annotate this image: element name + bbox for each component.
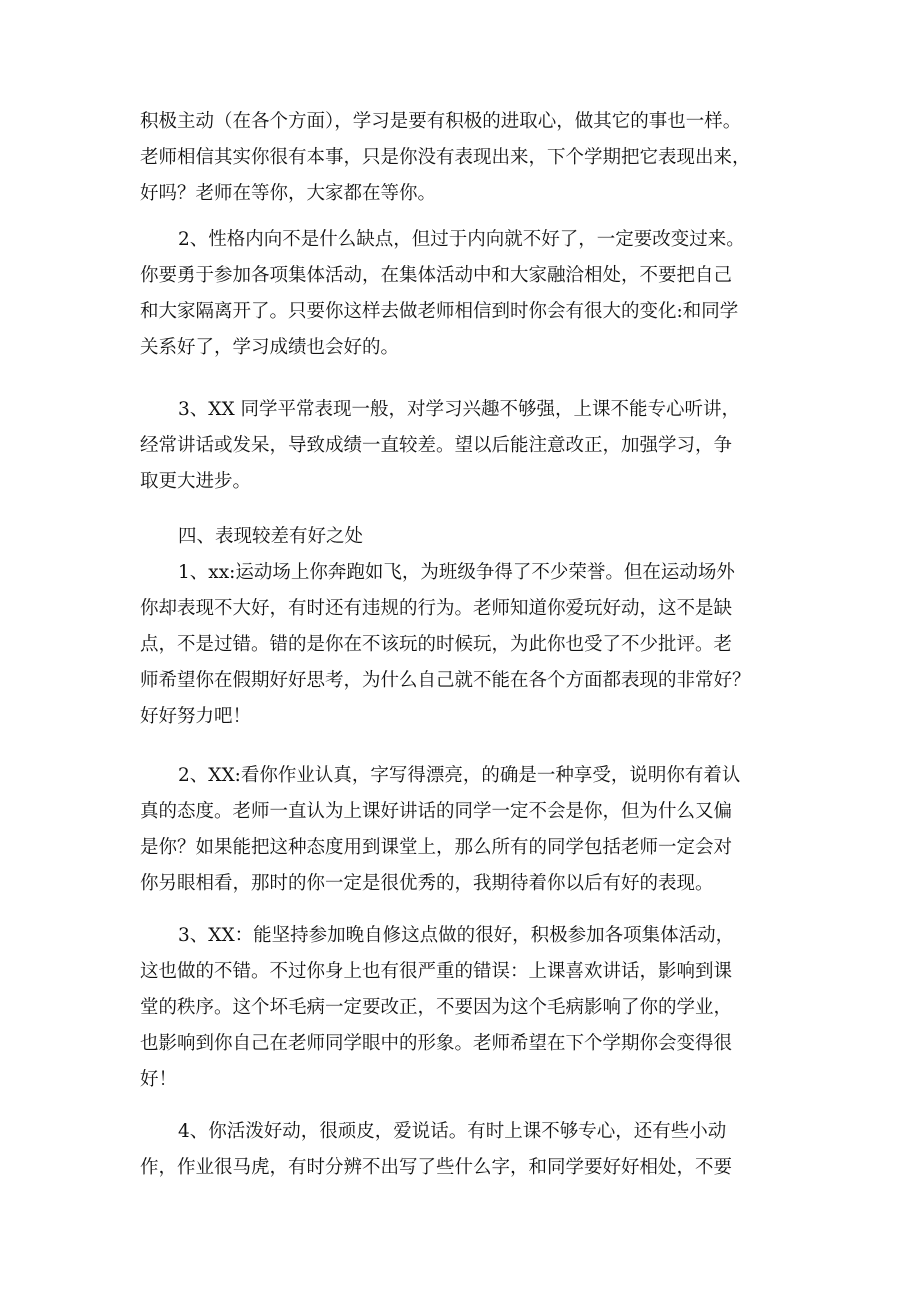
paragraph-line: 积极主动（在各个方面），学习是要有积极的进取心，做其它的事也一样。 [140, 111, 742, 132]
paragraph-line: 你要勇于参加各项集体活动，在集体活动中和大家融洽相处，不要把自己 [140, 265, 733, 286]
paragraph-line: 也影响到你自己在老师同学眼中的形象。老师希望在下个学期你会变得很 [140, 1033, 733, 1054]
paragraph-line: 堂的秩序。这个坏毛病一定要改正，不要因为这个毛病影响了你的学业， [140, 997, 733, 1018]
paragraph-line: 2、性格内向不是什么缺点，但过于内向就不好了，一定要改变过来。 [178, 229, 745, 250]
paragraph-line: 你却表现不大好，有时还有违规的行为。老师知道你爱玩好动，这不是缺 [140, 598, 733, 619]
paragraph-line: 真的态度。老师一直认为上课好讲话的同学一定不会是你，但为什么又偏 [140, 801, 733, 822]
paragraph-line: 和大家隔离开了。只要你这样去做老师相信到时你会有很大的变化:和同学 [140, 301, 739, 322]
paragraph-line: 点，不是过错。错的是你在不该玩的时候玩，为此你也受了不少批评。老 [140, 634, 733, 655]
paragraph-line: 3、XX 同学平常表现一般，对学习兴趣不够强，上课不能专心听讲， [178, 399, 740, 420]
paragraph-line: 3、XX：能坚持参加晚自修这点做的很好，积极参加各项集体活动， [178, 925, 735, 946]
paragraph-line: 师希望你在假期好好思考，为什么自己就不能在各个方面都表现的非常好？ [140, 670, 751, 691]
paragraph-line: 关系好了，学习成绩也会好的。 [140, 337, 400, 358]
paragraph-line: 经常讲话或发呆，导致成绩一直较差。望以后能注意改正，加强学习，争 [140, 435, 733, 456]
paragraph-line: 取更大进步。 [140, 471, 252, 492]
paragraph-line: 4、你活泼好动，很顽皮，爱说话。有时上课不够专心，还有些小动 [178, 1121, 727, 1142]
paragraph-line: 好好努力吧！ [140, 706, 252, 727]
paragraph-line: 这也做的不错。不过你身上也有很严重的错误：上课喜欢讲话，影响到课 [140, 961, 733, 982]
paragraph-line: 是你？如果能把这种态度用到课堂上，那么所有的同学包括老师一定会对 [140, 837, 733, 858]
paragraph-line: 你另眼相看，那时的你一定是很优秀的，我期待着你以后有好的表现。 [140, 873, 714, 894]
paragraph-line: 1、xx:运动场上你奔跑如飞，为班级争得了不少荣誉。但在运动场外 [178, 562, 735, 583]
paragraph-line: 好！ [140, 1069, 178, 1090]
paragraph-line: 好吗？老师在等你，大家都在等你。 [140, 183, 437, 204]
paragraph-line: 老师相信其实你很有本事，只是你没有表现出来，下个学期把它表现出来， [140, 147, 751, 168]
section-heading: 四、表现较差有好之处 [178, 526, 364, 547]
paragraph-line: 2、XX:看你作业认真，字写得漂亮，的确是一种享受，说明你有着认 [178, 765, 741, 786]
paragraph-line: 作，作业很马虎，有时分辨不出写了些什么字，和同学要好好相处，不要 [140, 1157, 733, 1178]
